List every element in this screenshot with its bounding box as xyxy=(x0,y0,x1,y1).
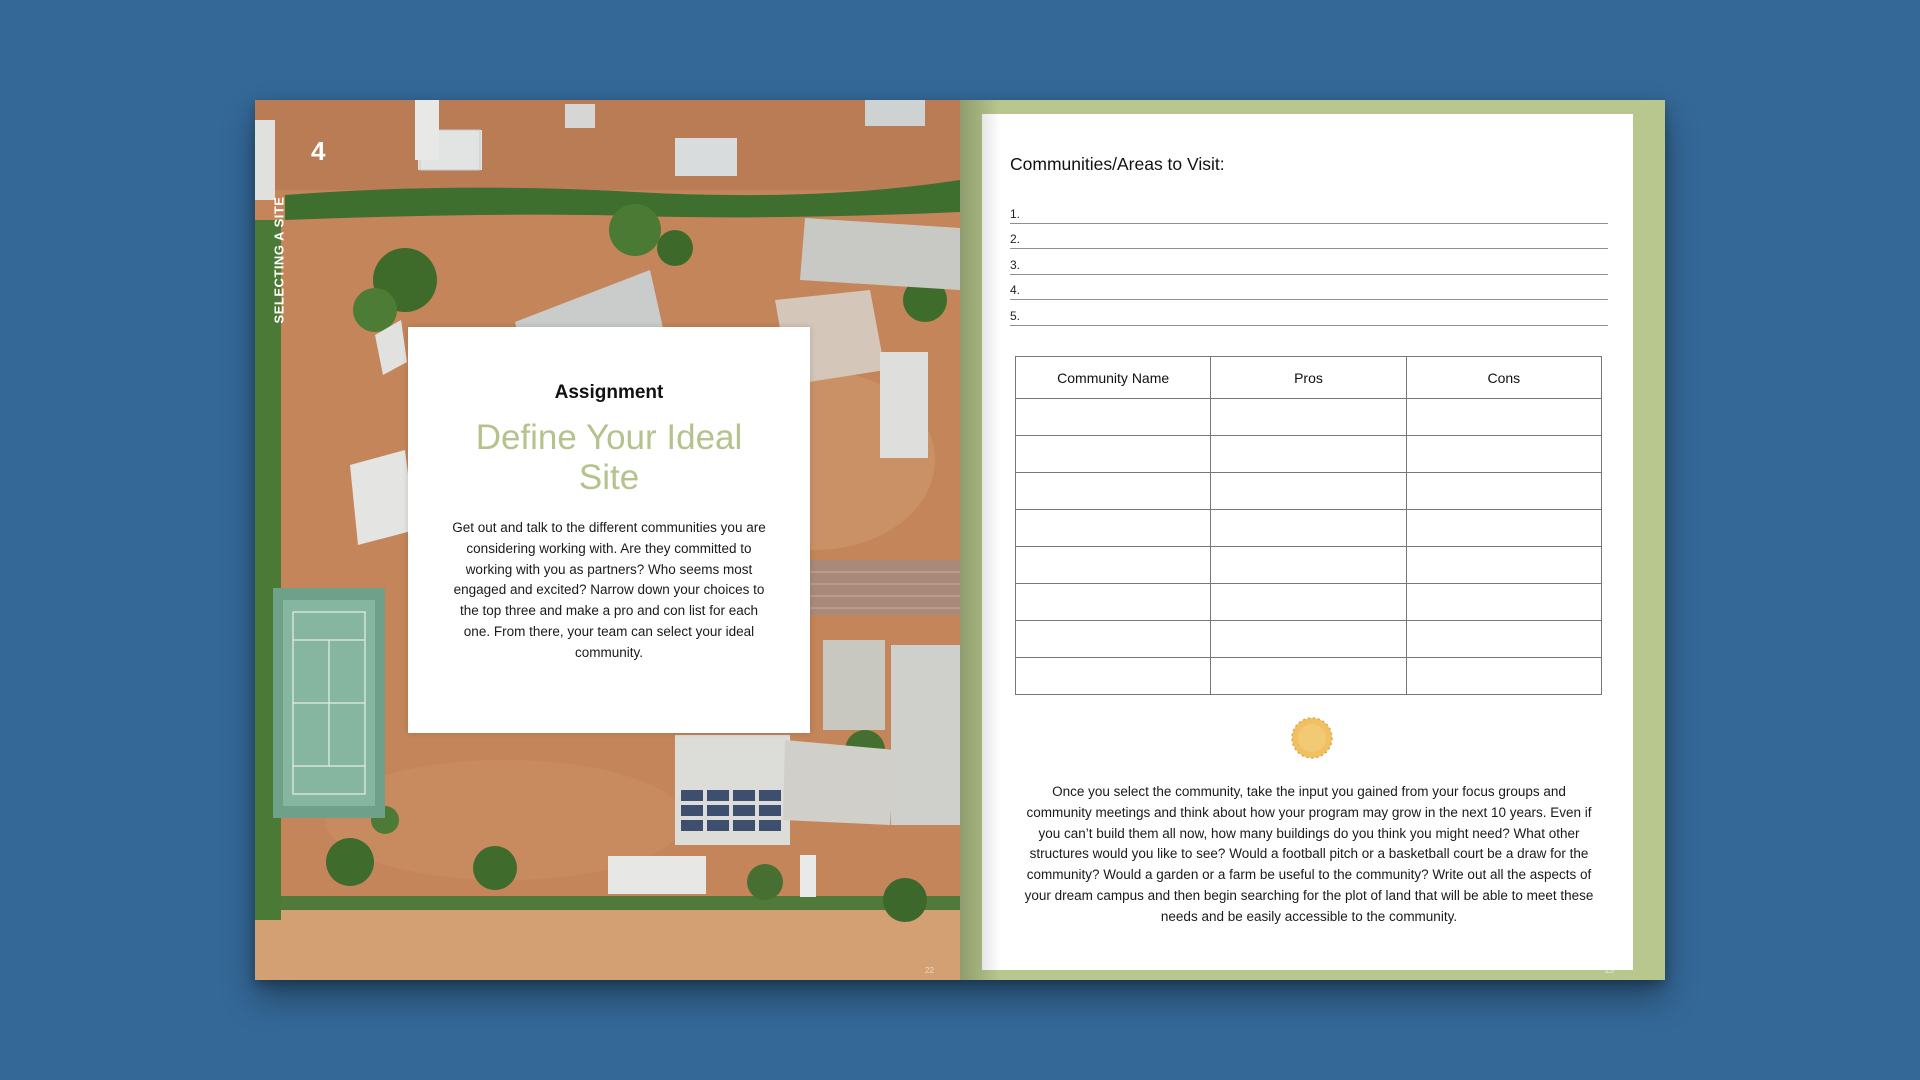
page-number-left: 22 xyxy=(925,966,934,975)
visit-line-number: 1. xyxy=(1010,206,1021,221)
assignment-eyebrow: Assignment xyxy=(554,382,664,403)
table-cell[interactable] xyxy=(1211,399,1406,436)
table-row xyxy=(1016,547,1602,584)
closing-instructions: Once you select the community, take the input you gained from your focus groups and community meetings and think about how your program may grow in the next 10 years. Even if you can’t build them all now, how many buildings do you think you might need? What other structures would you like to see? Would a football pitch or a basketball court be a draw for the community? Would a garden or a farm be useful to the community? Write out all the aspects of your dream campus and then begin searching for the plot of land that will be able to meet these needs and be easily accessible to the community. xyxy=(1024,784,1594,924)
table-cell[interactable] xyxy=(1016,621,1211,658)
table-row xyxy=(1016,510,1602,547)
table-cell[interactable] xyxy=(1406,399,1601,436)
visit-heading: Communities/Areas to Visit: xyxy=(1010,154,1225,174)
table-cell[interactable] xyxy=(1016,473,1211,510)
table-cell[interactable] xyxy=(1211,510,1406,547)
table-row xyxy=(1016,584,1602,621)
table-cell[interactable] xyxy=(1211,436,1406,473)
table-cell[interactable] xyxy=(1406,658,1601,695)
visit-line-number: 3. xyxy=(1010,257,1021,272)
column-header-pros: Pros xyxy=(1211,357,1406,399)
table-body xyxy=(1016,399,1602,695)
table-cell[interactable] xyxy=(1016,510,1211,547)
visit-line-number: 5. xyxy=(1010,308,1021,323)
table-cell[interactable] xyxy=(1406,584,1601,621)
table-cell[interactable] xyxy=(1211,584,1406,621)
table-cell[interactable] xyxy=(1406,547,1601,584)
table-row xyxy=(1016,658,1602,695)
page-number-right: 23 xyxy=(1605,966,1614,975)
table-header-row xyxy=(1016,357,1602,399)
chapter-number: 4 xyxy=(311,136,326,166)
book-spread xyxy=(255,100,1665,980)
visit-line-number: 4. xyxy=(1010,283,1021,297)
table-cell[interactable] xyxy=(1016,436,1211,473)
visit-line[interactable] xyxy=(1010,275,1608,301)
assignment-title: Define Your Ideal Site xyxy=(475,418,743,497)
table-row xyxy=(1016,399,1602,436)
table-cell[interactable] xyxy=(1016,399,1211,436)
table-cell[interactable] xyxy=(1211,473,1406,510)
table-cell[interactable] xyxy=(1406,473,1601,510)
table-row xyxy=(1016,436,1602,473)
table-cell[interactable] xyxy=(1016,547,1211,584)
visit-line[interactable] xyxy=(1010,198,1608,224)
table-row xyxy=(1016,621,1602,658)
table-cell[interactable] xyxy=(1211,621,1406,658)
assignment-body: Get out and talk to the different communities you are considering working with. Are they committed to working with you as partners? Who seems most engaged and excited? Narrow down your choices to the top three and make a pro and con list for each one. From there, your team can select your ideal community. xyxy=(452,520,766,660)
table-row xyxy=(1016,473,1602,510)
table-cell[interactable] xyxy=(1211,658,1406,695)
chapter-tab xyxy=(255,100,291,980)
column-header-community: Community Name xyxy=(1016,357,1211,399)
visit-line[interactable] xyxy=(1010,249,1608,275)
table-cell[interactable] xyxy=(1211,547,1406,584)
visit-line-number: 2. xyxy=(1010,232,1021,246)
table-cell[interactable] xyxy=(1016,584,1211,621)
pros-cons-table xyxy=(1015,356,1602,695)
visit-line[interactable] xyxy=(1010,300,1608,326)
visit-list xyxy=(1010,198,1608,326)
visit-line[interactable] xyxy=(1010,224,1608,250)
left-page xyxy=(255,100,960,980)
sun-icon xyxy=(1290,716,1334,760)
table-cell[interactable] xyxy=(1406,436,1601,473)
right-page xyxy=(960,100,1665,980)
assignment-card xyxy=(408,327,810,733)
chapter-label: SELECTING A SITE xyxy=(271,196,287,324)
column-header-cons: Cons xyxy=(1406,357,1601,399)
table-cell[interactable] xyxy=(1016,658,1211,695)
table-cell[interactable] xyxy=(1406,621,1601,658)
worksheet-panel xyxy=(982,114,1633,970)
table-cell[interactable] xyxy=(1406,510,1601,547)
